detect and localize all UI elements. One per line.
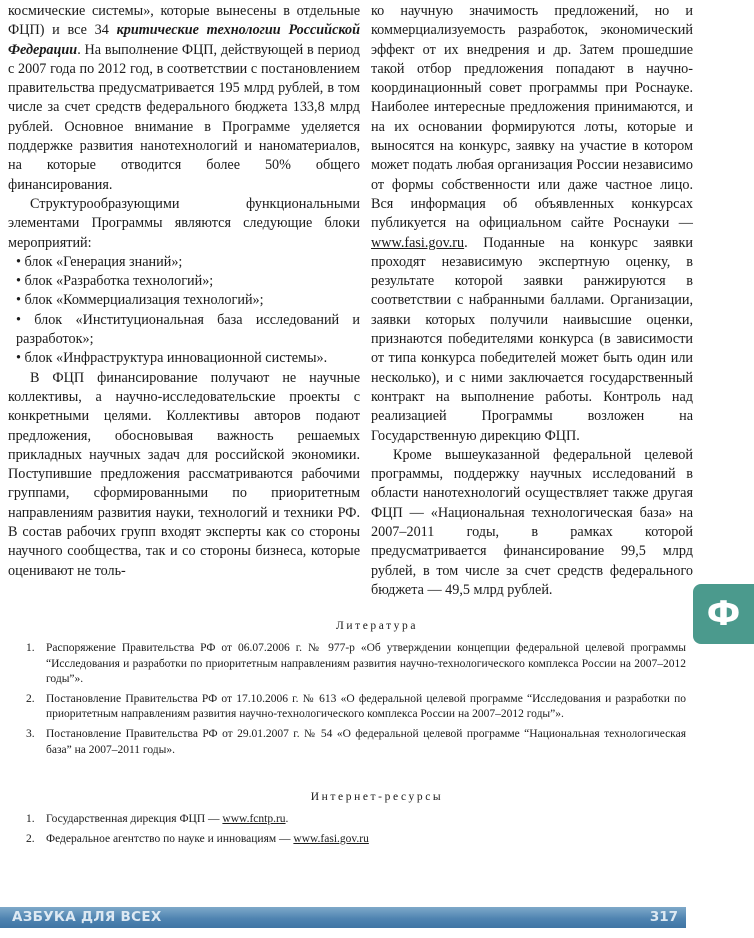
list-item: • блок «Коммерциализация технологий»; <box>8 291 360 310</box>
paragraph <box>8 2 360 195</box>
reference-number: 3. <box>26 727 35 740</box>
resource-item <box>14 812 686 828</box>
paragraph: В ФЦП финансирование получают не научные коллективы, а научно-исследовательские проекты с конкретными целями. Коллективы авторов подают предложения, обосновывая важность решаемых прикладных научных задач для российской экономики. Поступившие предложения рассматриваются рабочими группами, сформированными по приоритетным направлениям развития науки, технологий и техники РФ. В состав рабочих групп входят эксперты как со стороны научного сообщества, так и со стороны бизнеса, которые оценивают не толь- <box>8 369 360 579</box>
reference-text: Постановление Правительства РФ от 17.10.2006 г. № 613 «О федеральной целевой программе “Исследования и разработки по приоритетным направлениям развития научно-технологического комплекса России на 2007–2012 годы”». <box>46 692 686 721</box>
left-column <box>8 2 360 581</box>
list-item: • блок «Инфраструктура инновационной системы». <box>8 349 360 368</box>
paragraph-text: . Поданные на конкурс заявки проходят независимую экспертную оценку, в результате которой заявки ранжируются в соответствии с набранными баллами. Организации, заявки которых получили наивысшие оценки, признаются победителями конкурса (в зависимости от типа конкурса победителей может быть один или несколько), и с ними заключается государственный контракт на выполнение работы. Контроль над реализацией Программы возложен на Государственную дирекцию ФЦП. <box>371 234 693 444</box>
internet-list <box>14 812 686 847</box>
page-number: 317 <box>649 909 678 925</box>
reference-item <box>14 727 686 758</box>
footer-title: АЗБУКА ДЛЯ ВСЕХ <box>12 909 162 925</box>
section-tab <box>693 584 754 644</box>
paragraph <box>371 2 693 446</box>
list-item: • блок «Генерация знаний»; <box>8 253 360 272</box>
emphasis-text: критические технологии Российской Федерации <box>8 22 360 58</box>
reference-item <box>14 641 686 688</box>
paragraph-text: космические системы», которые вынесены в отдельные ФЦП) и все 34 <box>8 3 360 39</box>
reference-text: Распоряжение Правительства РФ от 06.07.2006 г. № 977-р «Об утверждении концепции федеральной целевой программы “Исследования и разработки по приоритетным направлениям развития научно-технологического комплекса России на 2007–2012 годы”». <box>46 642 686 686</box>
literature-heading: Литература <box>335 620 419 632</box>
footer-bar <box>0 907 686 928</box>
fasi-link[interactable]: www.fasi.gov.ru <box>371 234 465 251</box>
paragraph-text: . На выполнение ФЦП, действующей в период с 2007 года по 2012 год, в соответствии с постановлением правительства предусматривается 195 млрд рублей, в том числе за счет средств федерального бюджета 133,8 млрд рублей. Основное внимание в Программе уделяется поддержке развития нанотехнологий и наноматериалов, на которые отводится более 50% общего финансирования. <box>8 41 360 193</box>
paragraph-text: ко научную значимость предложений, но и коммерциализуемость разработок, экономический эффект от их внедрения и др. Затем прошедшие такой отбор предложения попадают в научно-координационный совет программы при Роснауке. Наиболее интересные предложения принимаются, и на их основании формируются лоты, которые и выносятся на конкурс, заявку на участие в котором может подать любая организация России независимо от формы собственности или даже частное лицо. Вся информация об объявленных конкурсах публикуется на официальном сайте Роснауки — <box>371 3 693 232</box>
list-item: • блок «Институциональная база исследований и разработок»; <box>8 311 360 350</box>
resource-number: 2. <box>26 832 35 845</box>
resource-text: Федеральное агентство по науке и инновациям — <box>46 832 294 845</box>
paragraph: Кроме вышеуказанной федеральной целевой программы, поддержку научных исследований в области нанотехнологий осуществляет также другая ФЦП — «Национальная технологическая база» на 2007–2011 годы, в рамках которой предусматривается финансирование 99,5 млрд рублей, в том числе за счет средств федерального бюджета — 49,5 млрд рублей. <box>371 446 693 598</box>
reference-text: Постановление Правительства РФ от 29.01.2007 г. № 54 «О федеральной целевой программе “Национальная технологическая база” на 2007–2011 годы». <box>46 727 686 756</box>
section-letter: Ф <box>706 594 741 634</box>
right-column <box>371 2 693 600</box>
resource-text: Государственная дирекция ФЦП — <box>46 813 223 825</box>
list-item: • блок «Разработка технологий»; <box>8 272 360 291</box>
fasi-link[interactable]: www.fasi.gov.ru <box>293 832 369 845</box>
resource-number: 1. <box>26 813 35 825</box>
resource-text: . <box>285 813 289 825</box>
bullet-list <box>8 253 360 369</box>
fcntp-link[interactable]: www.fcntp.ru <box>222 813 286 825</box>
reference-number: 2. <box>26 692 35 705</box>
literature-list <box>14 641 686 758</box>
reference-item <box>14 692 686 723</box>
reference-number: 1. <box>26 642 35 654</box>
internet-heading: Интернет-ресурсы <box>310 791 444 803</box>
paragraph: Структурообразующими функциональными элементами Программы являются следующие блоки мероприятий: <box>8 195 360 251</box>
resource-item <box>14 832 686 848</box>
